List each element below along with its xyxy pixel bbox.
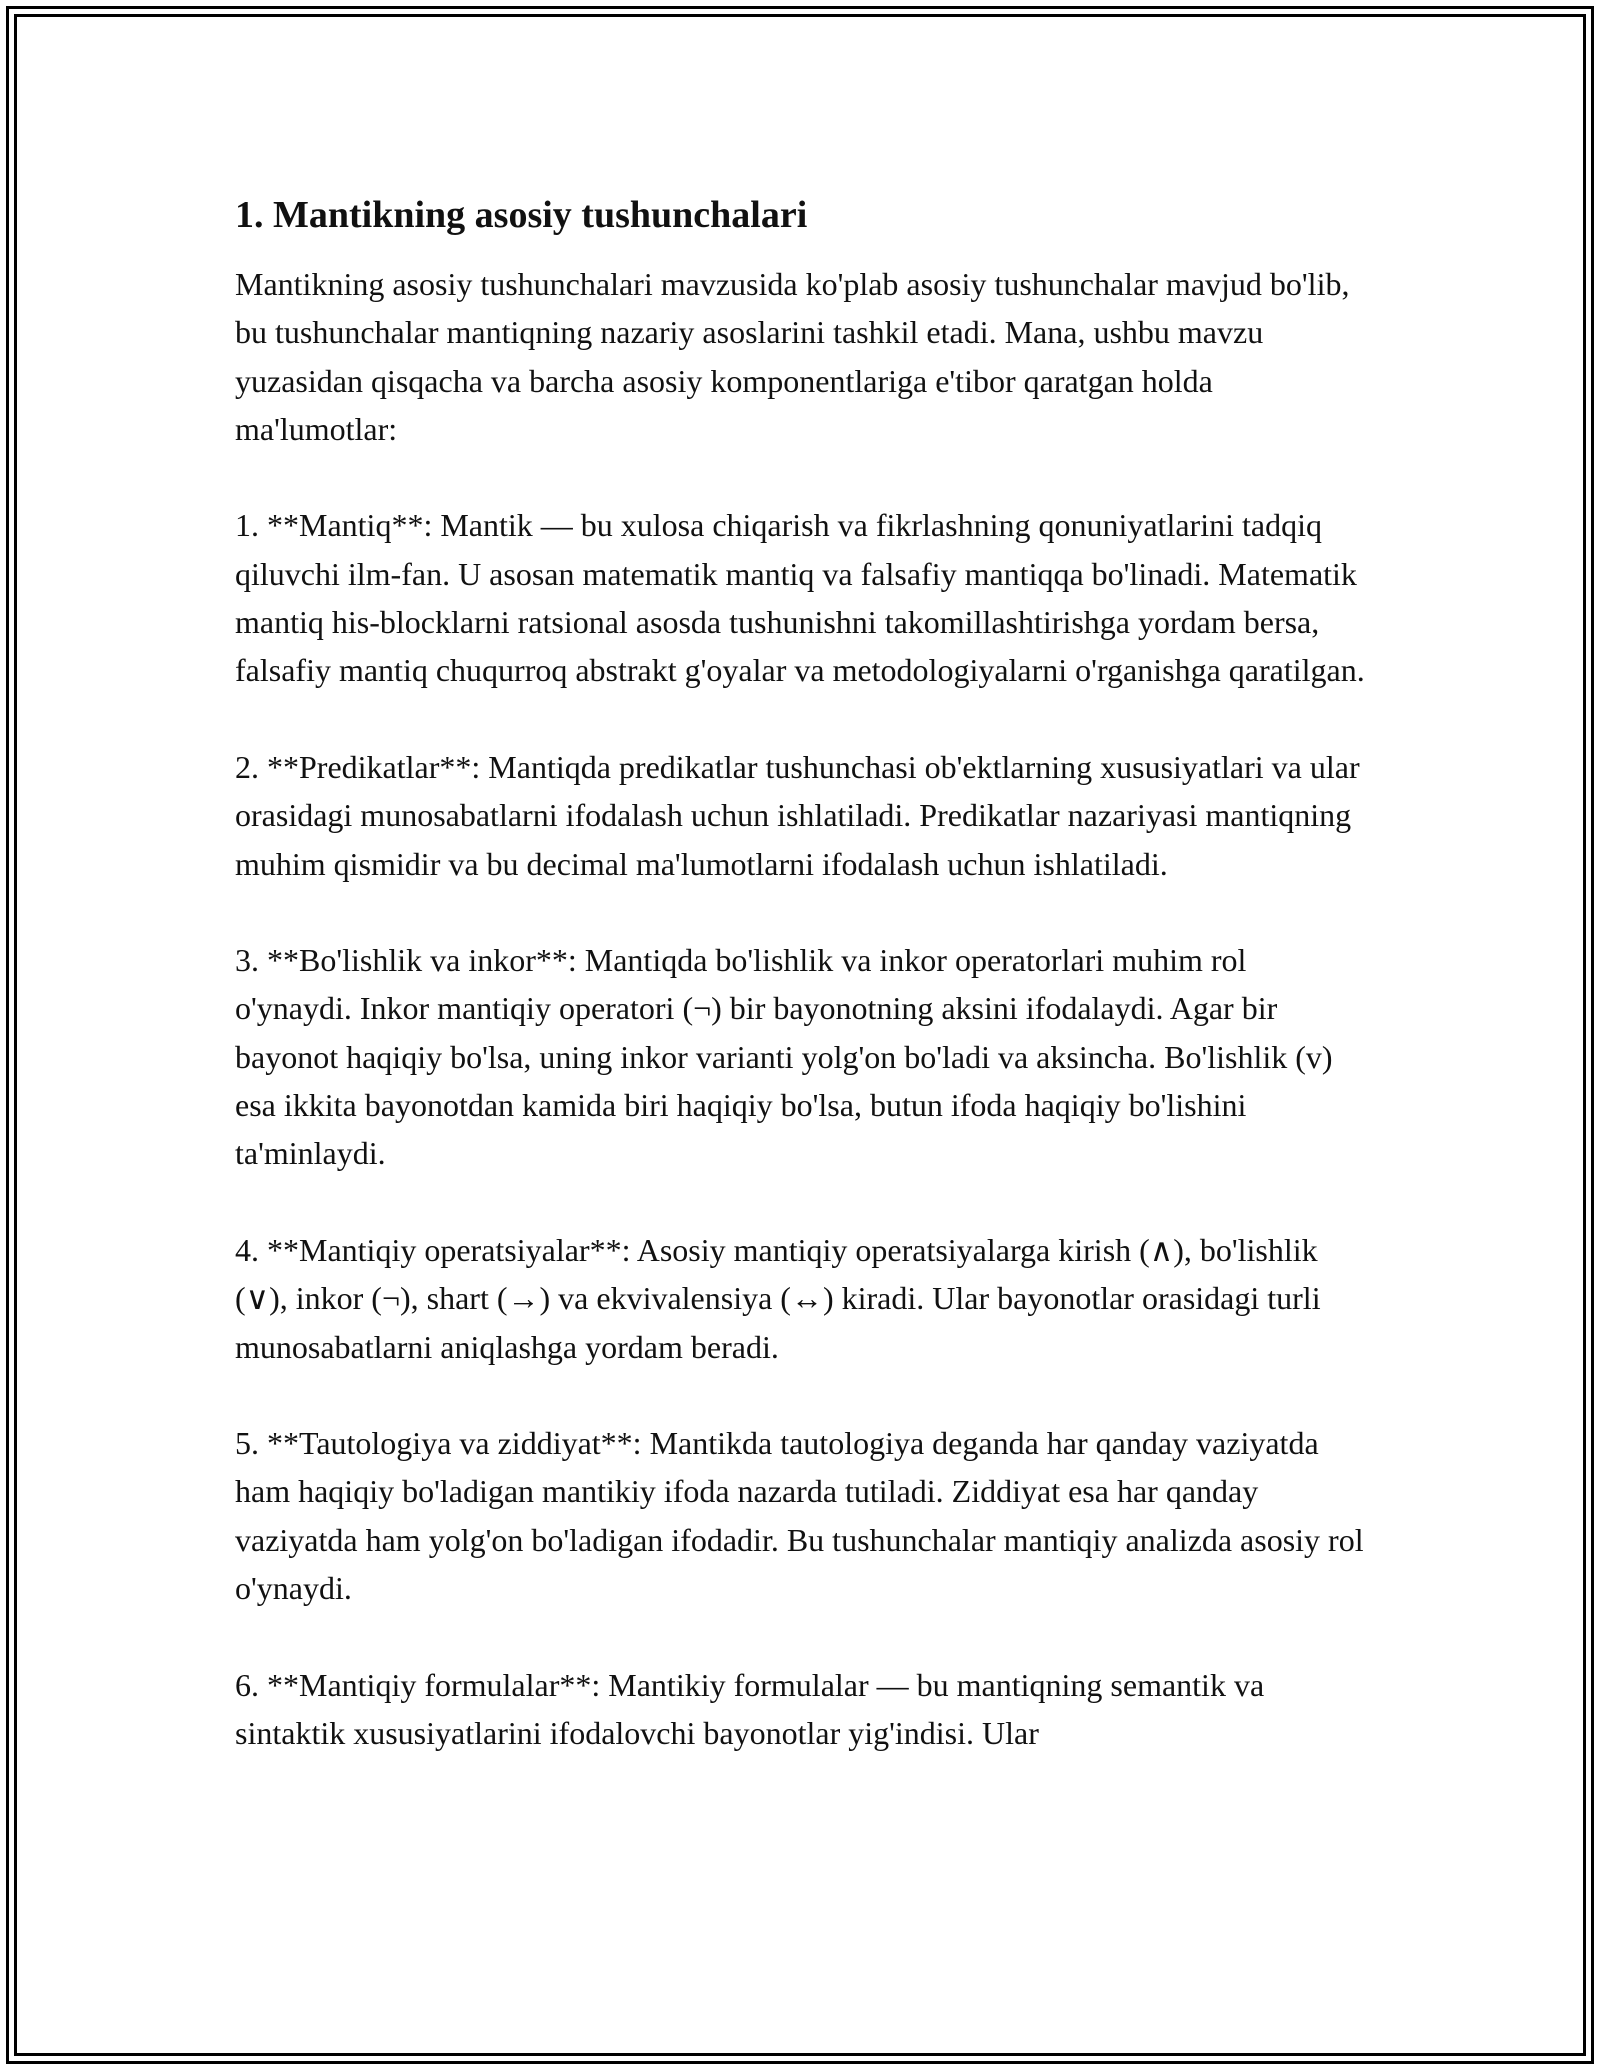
document-body bbox=[235, 188, 1365, 1806]
list-item-mantiqiy-formulalar: 6. **Mantiqiy formulalar**: Mantikiy formulalar — bu mantiqning semantik va sintaktik xususiyatlarini ifodalovchi bayonotlar yig'indisi. Ular bbox=[235, 1666, 1265, 1751]
list-item-bolishlik-inkor: 3. **Bo'lishlik va inkor**: Mantiqda bo'lishlik va inkor operatorlari muhim rol o'ynaydi. Inkor mantiqiy operatori (¬) bir bayonotning aksini ifodalaydi. Agar bir bayonot haqiqiy bo'lsa, uning inkor varianti yolg'on bo'ladi va aksincha. Bo'lishlik (v) esa ikkita bayonotdan kamida biri haqiqiy bo'lsa, butun ifoda haqiqiy bo'lishini ta'minlaydi. bbox=[235, 942, 1333, 1172]
list-item-tautologiya-ziddiyat: 5. **Tautologiya va ziddiyat**: Mantikda tautologiya deganda har qanday vaziyatda ham haqiqiy bo'ladigan mantikiy ifoda nazarda tutiladi. Ziddiyat esa har qanday vaziyatda ham yolg'on bo'ladigan ifodadir. Bu tushunchalar mantiqiy analizda asosiy rol o'ynaydi. bbox=[235, 1425, 1364, 1607]
section-heading: 1. Mantikning asosiy tushunchalari bbox=[235, 194, 808, 236]
list-item-mantiq: 1. **Mantiq**: Mantik — bu xulosa chiqarish va fikrlashning qonuniyatlarini tadqiq qiluvchi ilm-fan. U asosan matematik mantiq va falsafiy mantiqqa bo'linadi. Matematik mantiq his-blocklarni ratsional asosda tushunishni takomillashtirishga yordam bersa, falsafiy mantiq chuqurroq abstrakt g'oyalar va metodologiyalarni o'rganishga qaratilgan. bbox=[235, 507, 1365, 689]
list-item-predikatlar: 2. **Predikatlar**: Mantiqda predikatlar tushunchasi ob'ektlarning xususiyatlari va ular orasidagi munosabatlarni ifodalash uchun ishlatiladi. Predikatlar nazariyasi mantiqning muhim qismidir va bu decimal ma'lumotlarni ifodalash uchun ishlatiladi. bbox=[235, 748, 1360, 882]
list-item-mantiqiy-operatsiyalar: 4. **Mantiqiy operatsiyalar**: Asosiy mantiqiy operatsiyalarga kirish (∧), bo'lishlik (∨), inkor (¬), shart (→) va ekvivalensiya (↔) kiradi. Ular bayonotlar orasidagi turli munosabatlarni aniqlashga yordam beradi. bbox=[235, 1231, 1321, 1365]
intro-paragraph: Mantikning asosiy tushunchalari mavzusida ko'plab asosiy tushunchalar mavjud bo'lib, bu tushunchalar mantiqning nazariy asoslarini tashkil etadi. Mana, ushbu mavzu yuzasidan qisqacha va barcha asosiy komponentlariga e'tibor qaratgan holda ma'lumotlar: bbox=[235, 266, 1350, 447]
